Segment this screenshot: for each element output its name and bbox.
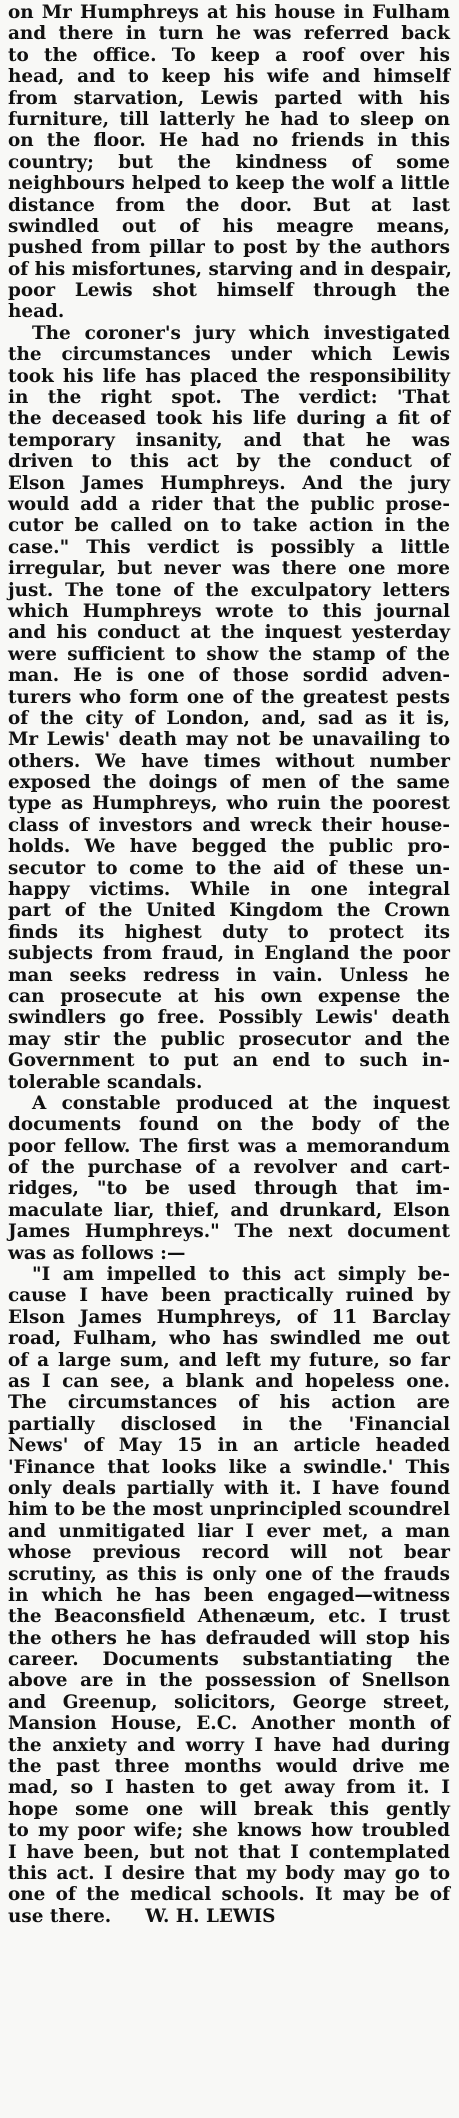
text-line: others. We have times without number (8, 750, 450, 772)
text-line: A constable produced at the inquest (32, 1092, 450, 1114)
text-line: the others he has defrauded will stop his (8, 1627, 450, 1649)
text-line: may stir the public prosecutor and the (8, 1028, 450, 1050)
article-paragraph (8, 323, 450, 1093)
text-line: Government to put an end to such in- (8, 1050, 450, 1072)
text-line: in which he has been engaged—witness (8, 1584, 450, 1606)
article-paragraph (8, 1093, 450, 1264)
article-paragraph (8, 2, 450, 323)
text-line: Mr Lewis' death may not be unavailing to (8, 729, 450, 751)
text-line: class of investors and wreck their house- (8, 814, 450, 836)
text-line: cause I have been practically ruined by (8, 1285, 450, 1307)
text-line: on the floor. He had no friends in this (8, 130, 450, 152)
text-line: and his conduct at the inquest yesterday (8, 622, 450, 644)
text-line: ridges, "to be used through that im- (8, 1178, 450, 1200)
text-line: the circumstances under which Lewis (8, 344, 450, 366)
text-line: James Humphreys." The next document (8, 1221, 450, 1243)
text-line: this act. I desire that my body may go to (8, 1862, 450, 1884)
text-line: of the city of London, and, sad as it is, (8, 707, 450, 729)
text-line: scrutiny, as this is only one of the frauds (8, 1563, 450, 1585)
text-line: which Humphreys wrote to this journal (8, 600, 450, 622)
text-line: Elson James Humphreys, of 11 Barclay (8, 1306, 450, 1328)
signature: W. H. LEWIS (145, 1905, 276, 1927)
text-line: Mansion House, E.C. Another month of (8, 1713, 450, 1735)
text-line: swindlers go free. Possibly Lewis' death (8, 1007, 450, 1029)
text-line: to my poor wife; she knows how troubled (8, 1820, 450, 1842)
text-line: I have been, but not that I contemplated (8, 1841, 450, 1863)
text-line: road, Fulham, who has swindled me out (8, 1328, 450, 1350)
text-line: "I am impelled to this act simply be- (32, 1264, 450, 1286)
text-line: neighbours helped to keep the wolf a little (8, 173, 450, 195)
text-line-content: use there. (8, 1905, 112, 1927)
text-line: type as Humphreys, who ruin the poorest (8, 793, 450, 815)
text-line: mad, so I hasten to get away from it. I (8, 1777, 450, 1799)
text-line: country; but the kindness of some (8, 151, 450, 173)
text-line: hope some one will break this gently (8, 1798, 450, 1820)
text-line: Elson James Humphreys. And the jury (8, 472, 450, 494)
text-line: of the purchase of a revolver and cart- (8, 1157, 450, 1179)
article-column (8, 2, 450, 1927)
text-line: The coroner's jury which investigated (32, 322, 450, 344)
text-line: man. He is one of those sordid adven- (8, 665, 450, 687)
text-line: from starvation, Lewis parted with his (8, 87, 450, 109)
text-line: tolerable scandals. (8, 1071, 203, 1093)
text-line: The circumstances of his action are (8, 1392, 450, 1414)
text-line: man seeks redress in vain. Unless he (8, 964, 450, 986)
text-line: and unmitigated liar I ever met, a man (8, 1520, 450, 1542)
text-line: and Greenup, solicitors, George street, (8, 1691, 450, 1713)
text-line: partially disclosed in the 'Financial (8, 1413, 450, 1435)
article-paragraph (8, 1264, 450, 1927)
text-line: the Beaconsfield Athenæum, etc. I trust (8, 1606, 450, 1628)
text-line: were sufficient to show the stamp of the (8, 643, 450, 665)
text-line: took his life has placed the responsibility (8, 365, 450, 387)
text-line: holds. We have begged the public pro- (8, 836, 450, 858)
text-line: career. Documents substantiating the (8, 1649, 450, 1671)
text-line: the anxiety and worry I have had during (8, 1734, 450, 1756)
text-line: head. (8, 301, 65, 323)
text-line: News' of May 15 in an article headed (8, 1435, 450, 1457)
text-line: 'Finance that looks like a swindle.' This (8, 1456, 450, 1478)
text-line: can prosecute at his own expense the (8, 985, 450, 1007)
text-line: irregular, but never was there one more (8, 558, 450, 580)
text-line: only deals partially with it. I have found (8, 1477, 450, 1499)
text-line: whose previous record will not bear (8, 1542, 450, 1564)
text-line: part of the United Kingdom the Crown (8, 900, 450, 922)
text-line: and there in turn he was referred back (8, 23, 450, 45)
text-line: the past three months would drive me (8, 1756, 450, 1778)
text-line: as I can see, a blank and hopeless one. (8, 1371, 450, 1392)
text-line: swindled out of his meagre means, (8, 215, 450, 237)
text-line: driven to this act by the conduct of (8, 451, 450, 473)
text-line: pushed from pillar to post by the authors (8, 237, 450, 259)
text-line: maculate liar, thief, and drunkard, Elson (8, 1199, 450, 1221)
text-line: on Mr Humphreys at his house in Fulham (8, 2, 450, 23)
text-line: case." This verdict is possibly a little (8, 536, 450, 558)
text-line: subjects from fraud, in England the poor (8, 943, 450, 965)
text-line: poor Lewis shot himself through the (8, 280, 450, 302)
text-line: one of the medical schools. It may be of (8, 1884, 450, 1906)
text-line: the deceased took his life during a fit of (8, 408, 450, 430)
text-line: happy victims. While in one integral (8, 879, 450, 901)
text-line: of a large sum, and left my future, so far (8, 1349, 450, 1371)
text-line: above are in the possession of Snellson (8, 1670, 450, 1692)
text-line: poor fellow. The first was a memorandum (8, 1135, 450, 1157)
text-line (8, 1906, 450, 1927)
text-line: of his misfortunes, starving and in despair, (8, 258, 452, 280)
text-line: distance from the door. But at last (8, 194, 450, 216)
text-line: turers who form one of the greatest pests (8, 686, 450, 708)
text-line: was as follows :— (8, 1242, 186, 1264)
text-line: in the right spot. The verdict: 'That (8, 387, 450, 409)
text-line: him to be the most unprincipled scoundrel (8, 1499, 450, 1521)
text-line: cutor be called on to take action in the (8, 515, 450, 537)
text-line: exposed the doings of men of the same (8, 772, 450, 794)
text-line: finds its highest duty to protect its (8, 921, 450, 943)
text-line: documents found on the body of the (8, 1114, 450, 1136)
text-line: furniture, till latterly he had to sleep on (8, 108, 450, 130)
text-line: temporary insanity, and that he was (8, 429, 450, 451)
text-line: would add a rider that the public prose- (8, 493, 450, 515)
text-line: head, and to keep his wife and himself (8, 66, 450, 88)
text-line: to the office. To keep a roof over his (8, 44, 450, 66)
text-line: secutor to come to the aid of these un- (8, 857, 450, 879)
text-line: just. The tone of the exculpatory letters (8, 579, 450, 601)
